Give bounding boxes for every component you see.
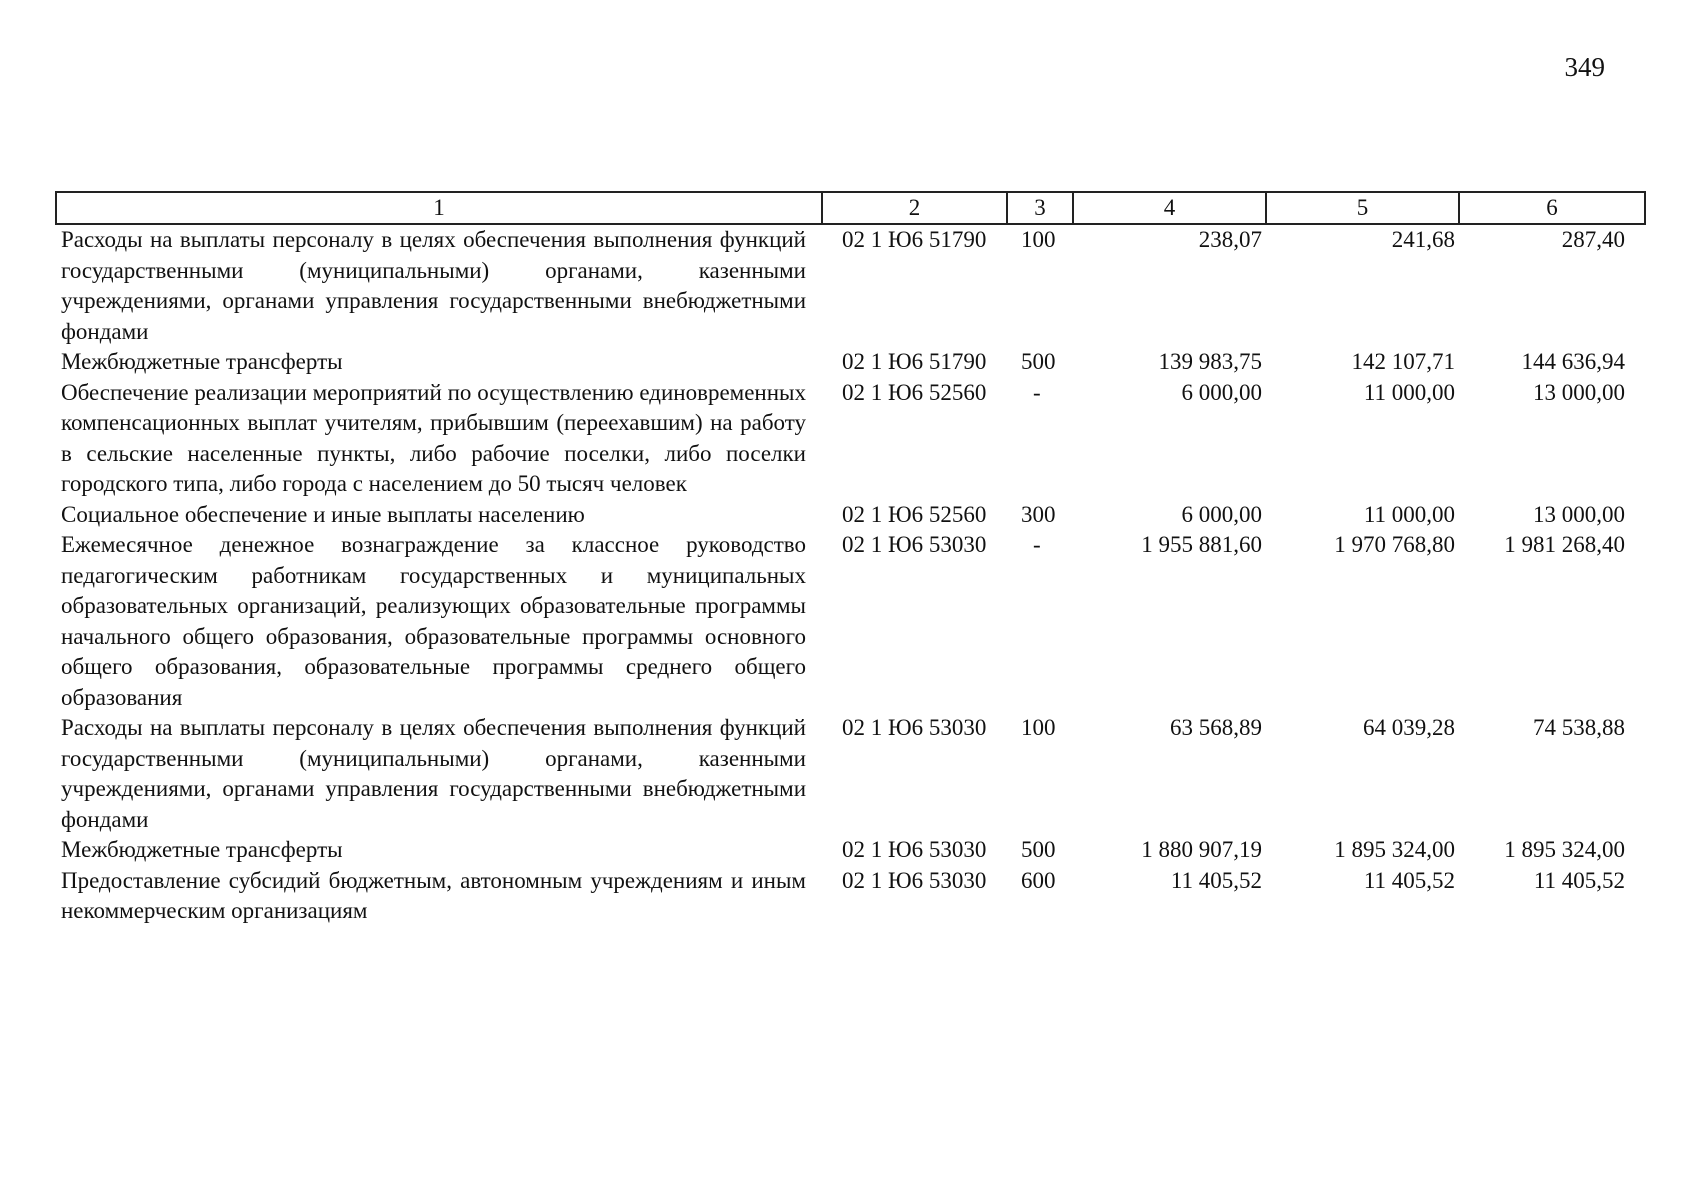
row-expense-type: 500	[1021, 349, 1056, 374]
table-row	[56, 530, 1645, 713]
table-row	[56, 378, 1645, 500]
row-target-code: 02 1 Ю6 51790	[842, 349, 987, 374]
table-row	[56, 835, 1645, 866]
header-col-3: 3	[1007, 192, 1073, 224]
row-value-col6: 1 981 268,40	[1504, 532, 1625, 557]
row-expense-type: -	[1033, 532, 1041, 557]
row-target-code: 02 1 Ю6 53030	[842, 715, 987, 740]
row-value-col6: 144 636,94	[1521, 349, 1625, 374]
row-description: Расходы на выплаты персоналу в целях обеспечения выполнения функций государственными (муниципальными) органами, казенными учреждениями, органами управления государственными внебюджетными фондами	[61, 227, 806, 344]
row-description: Социальное обеспечение и иные выплаты населению	[61, 501, 585, 527]
row-value-col5: 142 107,71	[1351, 349, 1455, 374]
table-header	[56, 192, 1645, 224]
row-value-col4: 63 568,89	[1170, 715, 1262, 740]
row-value-col6: 74 538,88	[1533, 715, 1625, 740]
header-col-1: 1	[56, 192, 822, 224]
row-target-code: 02 1 Ю6 53030	[842, 837, 987, 862]
header-col-4: 4	[1073, 192, 1266, 224]
page-number: 349	[1564, 52, 1605, 82]
header-col-2: 2	[822, 192, 1007, 224]
row-value-col5: 11 000,00	[1363, 379, 1455, 405]
row-value-col4: 139 983,75	[1158, 349, 1262, 374]
header-col-6: 6	[1459, 192, 1645, 224]
table-row	[56, 713, 1645, 835]
table-row	[56, 500, 1645, 531]
row-value-col6: 1 895 324,00	[1504, 837, 1625, 862]
row-value-col6: 13 000,00	[1533, 501, 1625, 527]
row-expense-type: 100	[1021, 715, 1056, 740]
table-row	[56, 347, 1645, 378]
row-value-col6: 287,40	[1561, 227, 1625, 252]
row-target-code: 02 1 Ю6 52560	[842, 501, 987, 527]
header-row	[56, 192, 1645, 224]
row-value-col4: 6 000,00	[1181, 379, 1262, 405]
row-target-code: 02 1 Ю6 51790	[842, 227, 987, 252]
row-value-col5: 11 405,52	[1363, 867, 1455, 893]
row-description: Обеспечение реализации мероприятий по осуществлению единовременных компенсационных выплат учителям, прибывшим (переехавшим) на работу в сельские населенные пункты, либо рабочие поселки, либо поселки городского типа, либо города с населением до 50 тысяч человек	[61, 379, 806, 496]
row-description: Межбюджетные трансферты	[61, 837, 343, 862]
header-col-5: 5	[1266, 192, 1459, 224]
row-value-col5: 64 039,28	[1363, 715, 1455, 740]
row-description: Межбюджетные трансферты	[61, 349, 343, 374]
table-row	[56, 866, 1645, 927]
table-body	[56, 224, 1645, 927]
row-expense-type: 300	[1021, 501, 1056, 527]
row-value-col5: 11 000,00	[1363, 501, 1455, 527]
row-value-col4: 238,07	[1198, 227, 1262, 252]
row-target-code: 02 1 Ю6 52560	[842, 379, 987, 405]
table-row	[56, 224, 1645, 347]
row-value-col5: 1 970 768,80	[1334, 532, 1455, 557]
row-description: Ежемесячное денежное вознаграждение за классное руководство педагогическим работникам государственных и муниципальных образовательных организаций, реализующих образовательные программы начального общего образования, образовательные программы основного общего образования, образовательные программы среднего общего образования	[61, 532, 806, 710]
row-value-col4: 1 955 881,60	[1141, 532, 1262, 557]
row-value-col5: 241,68	[1391, 227, 1455, 252]
row-description: Предоставление субсидий бюджетным, автономным учреждениям и иным некоммерческим организациям	[61, 867, 806, 923]
row-expense-type: -	[1033, 379, 1041, 405]
row-target-code: 02 1 Ю6 53030	[842, 867, 987, 893]
row-expense-type: 100	[1021, 227, 1056, 252]
row-expense-type: 600	[1021, 867, 1056, 893]
budget-table	[55, 191, 1646, 927]
row-value-col4: 6 000,00	[1181, 501, 1262, 527]
row-description: Расходы на выплаты персоналу в целях обеспечения выполнения функций государственными (муниципальными) органами, казенными учреждениями, органами управления государственными внебюджетными фондами	[61, 715, 806, 832]
row-value-col4: 11 405,52	[1170, 867, 1262, 893]
row-target-code: 02 1 Ю6 53030	[842, 532, 987, 557]
row-value-col6: 11 405,52	[1533, 867, 1625, 893]
row-value-col4: 1 880 907,19	[1141, 837, 1262, 862]
row-value-col5: 1 895 324,00	[1334, 837, 1455, 862]
row-expense-type: 500	[1021, 837, 1056, 862]
row-value-col6: 13 000,00	[1533, 379, 1625, 405]
